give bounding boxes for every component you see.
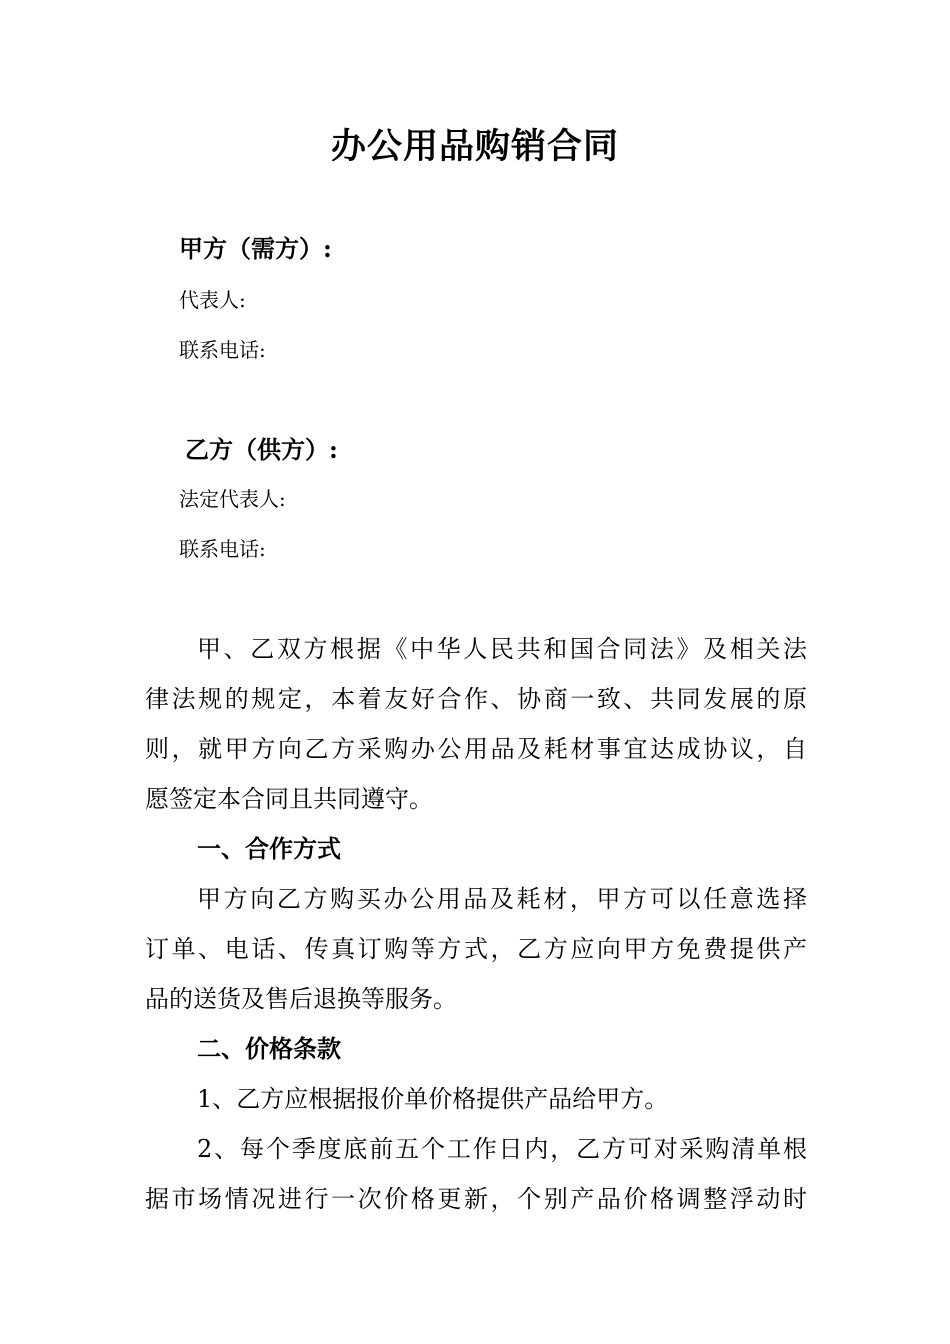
section-1-line: 品的送货及售后退换等服务。: [145, 985, 457, 1013]
party-b-phone-field: 联系电话:: [179, 537, 266, 561]
section-2-item-1: 1、乙方应根据报价单价格提供产品给甲方。: [197, 1085, 669, 1113]
party-a-phone-field: 联系电话:: [179, 338, 266, 362]
document-title: 办公用品购销合同: [330, 126, 619, 167]
section-2-heading: 二、价格条款: [197, 1034, 341, 1063]
section-2-item-2-line: 2、每个季度底前五个工作日内，乙方可对采购清单根: [197, 1135, 807, 1163]
section-1-line: 订单、电话、传真订购等方式，乙方应向甲方免费提供产: [145, 935, 807, 963]
preamble-line: 甲、乙双方根据《中华人民共和国合同法》及相关法: [197, 635, 807, 663]
contract-body: [145, 624, 807, 1224]
party-b-legal-representative-field: 法定代表人:: [179, 487, 286, 511]
preamble-line: 则，就甲方向乙方采购办公用品及耗材事宜达成协议，自: [145, 735, 807, 763]
section-2-item-2-line: 据市场情况进行一次价格更新，个别产品价格调整浮动时: [145, 1185, 807, 1213]
party-a-heading: 甲方（需方）:: [179, 234, 332, 263]
preamble-line: 律法规的规定，本着友好合作、协商一致、共同发展的原: [145, 685, 807, 713]
section-1-line: 甲方向乙方购买办公用品及耗材，甲方可以任意选择: [197, 885, 807, 913]
party-a-representative-field: 代表人:: [179, 288, 246, 312]
party-b-heading: 乙方（供方）:: [185, 435, 338, 464]
section-1-heading: 一、合作方式: [197, 834, 341, 863]
preamble-line: 愿签定本合同且共同遵守。: [145, 785, 433, 813]
